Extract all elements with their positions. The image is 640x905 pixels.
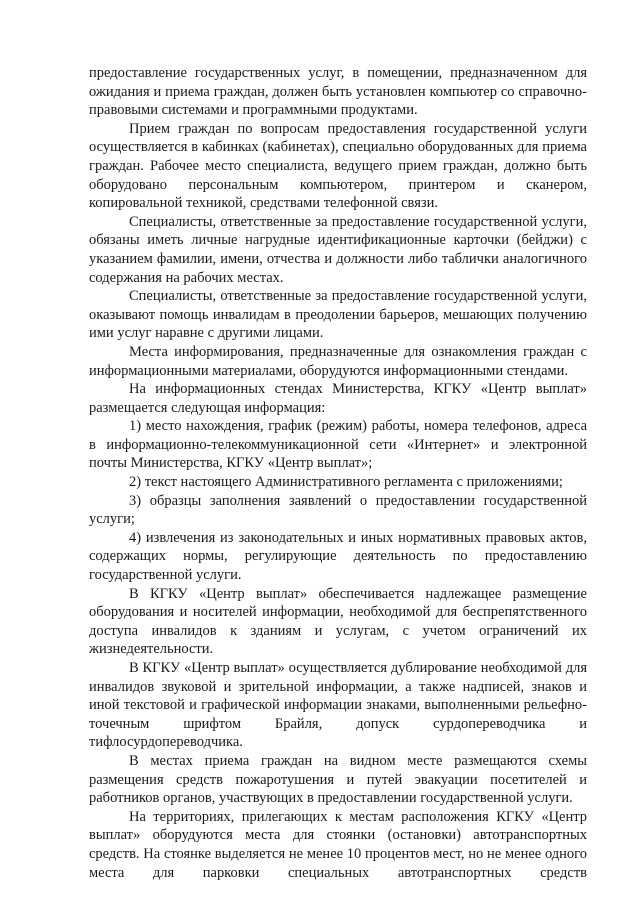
paragraph-8: В КГКУ «Центр выплат» осуществляется дублирование необходимой для инвалидов звуковой и зрительной информации, а также надписей, знаков и иной текстовой и графической информации знаками, выполненными рельефно-точечным шрифтом Брайля, допуск сурдопереводчика и тифлосурдопереводчика. (89, 660, 587, 751)
list-item-4: 4) извлечения из законодательных и иных нормативных правовых актов, содержащих нормы, регулирующие деятельность по предоставлению государственной услуги. (89, 529, 587, 584)
paragraph-3: Специалисты, ответственные за предоставление государственной услуги, обязаны иметь личные нагрудные идентификационные карточки (бейджи) с указанием фамилии, имени, отчества и должности либо таблички аналогичного содержания на рабочих местах. (89, 213, 587, 286)
document-body (89, 64, 587, 882)
paragraph-2: Прием граждан по вопросам предоставления государственной услуги осуществляется в кабинках (кабинетах), специально оборудованных для приема граждан. Рабочее место специалиста, ведущего прием граждан, должно быть оборудовано персональным компьютером, принтером и сканером, копировальной техникой, средствами телефонной связи. (89, 120, 587, 212)
paragraph-7: В КГКУ «Центр выплат» обеспечивается надлежащее размещение оборудования и носителей информации, необходимой для беспрепятственного доступа инвалидов к зданиям и услугам, с учетом ограничений их жизнедеятельности. (89, 585, 587, 658)
paragraph-4: Специалисты, ответственные за предоставление государственной услуги, оказывают помощь инвалидам в преодолении барьеров, мешающих получению ими услуг наравне с другими лицами. (89, 288, 587, 342)
paragraph-10: На территориях, прилегающих к местам расположения КГКУ «Центр выплат» оборудуются места для стоянки (остановки) автотранспортных средств. На стоянке выделяется не менее 10 процентов мест, но не менее одного места для парковки специальных автотранспортных средств (89, 808, 587, 881)
list-item-2: 2) текст настоящего Административного регламента с приложениями; (129, 474, 563, 491)
paragraph-6: На информационных стендах Министерства, КГКУ «Центр выплат» размещается следующая информация: (89, 381, 587, 416)
list-item-1: 1) место нахождения, график (режим) работы, номера телефонов, адреса в информационно-телекоммуникационной сети «Интернет» и электронной почты Министерства, КГКУ «Центр выплат»; (89, 418, 587, 472)
paragraph-5: Места информирования, предназначенные для ознакомления граждан с информационными материалами, оборудуются информационными стендами. (89, 343, 587, 379)
paragraph-1: предоставление государственных услуг, в помещении, предназначенном для ожидания и приема граждан, должен быть установлен компьютер со справочно-правовыми системами и программными продуктами. (89, 65, 587, 119)
list-item-3: 3) образцы заполнения заявлений о предоставлении государственной услуги; (89, 492, 587, 528)
paragraph-9: В местах приема граждан на видном месте размещаются схемы размещения средств пожаротушения и путей эвакуации посетителей и работников органов, участвующих в предоставлении государственной услуги. (89, 752, 587, 807)
